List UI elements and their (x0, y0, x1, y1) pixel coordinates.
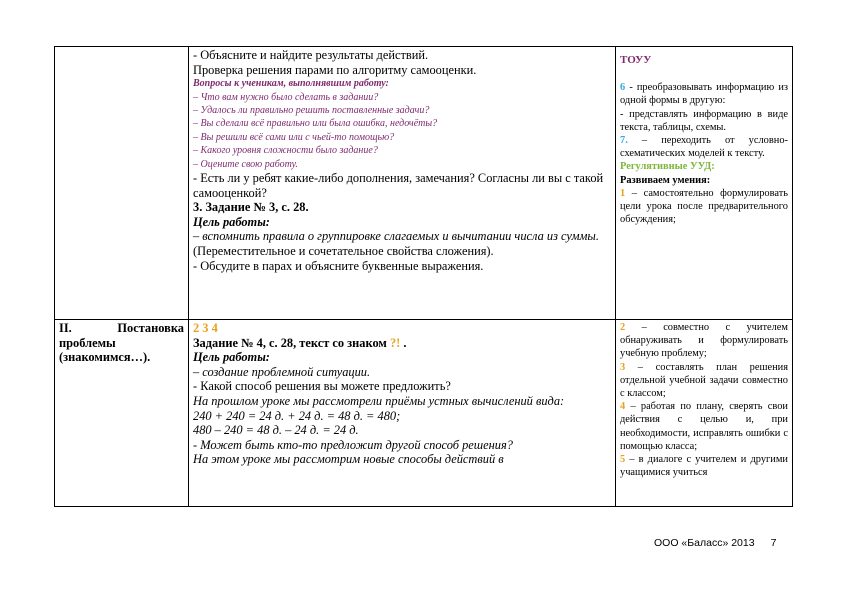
skill-sub-item: - представлять информацию в виде текста, таблицы, схемы. (620, 108, 788, 133)
stage-line: проблемы (59, 335, 116, 350)
question-item: – Удалось ли правильно решить поставленные задачи? (193, 105, 430, 116)
goal-label: Цель работы: (193, 350, 270, 365)
goal-text: – создание проблемной ситуации. (193, 364, 371, 379)
skills-cell (616, 320, 793, 507)
skill-item: 4 – работая по плану, сверять свои действия с целью и, при необходимости, исправлять ошибки с помощью класса; (620, 401, 788, 452)
question-item: – Оцените свою работу. (193, 158, 298, 170)
question-item: – Что вам нужно было сделать в задании? (193, 91, 379, 103)
stage-cell (55, 47, 189, 320)
stage-word: Постановка (117, 321, 184, 335)
skill-item: 6 - преобразовывать информацию из одной формы в другую: (620, 82, 788, 107)
skill-item: 3 – составлять план решения отдельной учебной задачи совместно с классом; (620, 361, 788, 400)
question-item: – Вы решили всё сами или с чьей-то помощью? (193, 131, 395, 143)
task-heading: 3. Задание № 3, с. 28. (193, 200, 309, 215)
develop-label: Развиваем умения: (620, 174, 711, 186)
stage-line: (знакомимся…). (59, 350, 151, 365)
skill-item: 2 – совместно с учителем обнаруживать и формулировать учебную проблему; (620, 322, 788, 360)
skills-cell (616, 47, 793, 320)
goal-label: Цель работы: (193, 214, 270, 229)
table-row (55, 320, 793, 507)
lesson-table (54, 46, 793, 507)
text-line: (Переместительное и сочетательное свойства сложения). (193, 244, 494, 258)
goal-text: – вспомнить правила о группировке слагаемых и вычитании числа из суммы. (193, 229, 599, 244)
activity-cell (189, 320, 616, 507)
step-numbers: 2 3 4 (193, 321, 218, 335)
text-line: - Обсудите в парах и объясните буквенные выражения. (193, 258, 484, 273)
page-number: 7 (770, 537, 777, 549)
skill-item: 1 – самостоятельно формулировать цели урока после предварительного обсуждения; (620, 187, 788, 226)
page-footer (654, 537, 776, 549)
table-row (55, 47, 793, 320)
skill-item: 5 – в диалоге с учителем и другими учащимися учиться (620, 454, 788, 479)
footer-company: ООО «Баласс» 2013 (654, 537, 755, 549)
text-line: - Есть ли у ребят какие-либо дополнения, замечания? Согласны ли вы с такой самооценкой? (193, 171, 604, 200)
skills-title: ТОУУ (620, 54, 652, 66)
stage-number: II. (59, 321, 72, 335)
equation: 480 – 240 = 48 д. – 24 д. = 24 д. (193, 423, 359, 438)
stage-cell (55, 320, 189, 507)
problem-sign: ?! (389, 335, 401, 350)
task-heading: Задание № 4, с. 28, текст со знаком ?! . (193, 335, 407, 350)
text-line: - Какой способ решения вы можете предложить? (193, 379, 451, 394)
text-line: На прошлом уроке мы рассмотрели приёмы устных вычислений вида: (193, 393, 565, 408)
text-line: - Объясните и найдите результаты действий. (193, 48, 429, 62)
text-line: - Может быть кто-то предложит другой способ решения? (193, 437, 513, 452)
questions-title: Вопросы к ученикам, выполнявшим работу: (193, 78, 389, 90)
question-item: – Какого уровня сложности было задание? (193, 145, 378, 157)
text-line: На этом уроке мы рассмотрим новые способы действий в (193, 452, 504, 467)
text-line: Проверка решения парами по алгоритму самооценки. (193, 62, 477, 77)
equation: 240 + 240 = 24 д. + 24 д. = 48 д. = 480; (193, 408, 401, 423)
regulatory-title: Регулятивные УУД: (620, 161, 715, 173)
skill-item: 7. – переходить от условно-схематических моделей к тексту. (620, 135, 788, 160)
question-item: – Вы сделали всё правильно или была ошибка, недочёты? (193, 118, 438, 130)
activity-cell (189, 47, 616, 320)
